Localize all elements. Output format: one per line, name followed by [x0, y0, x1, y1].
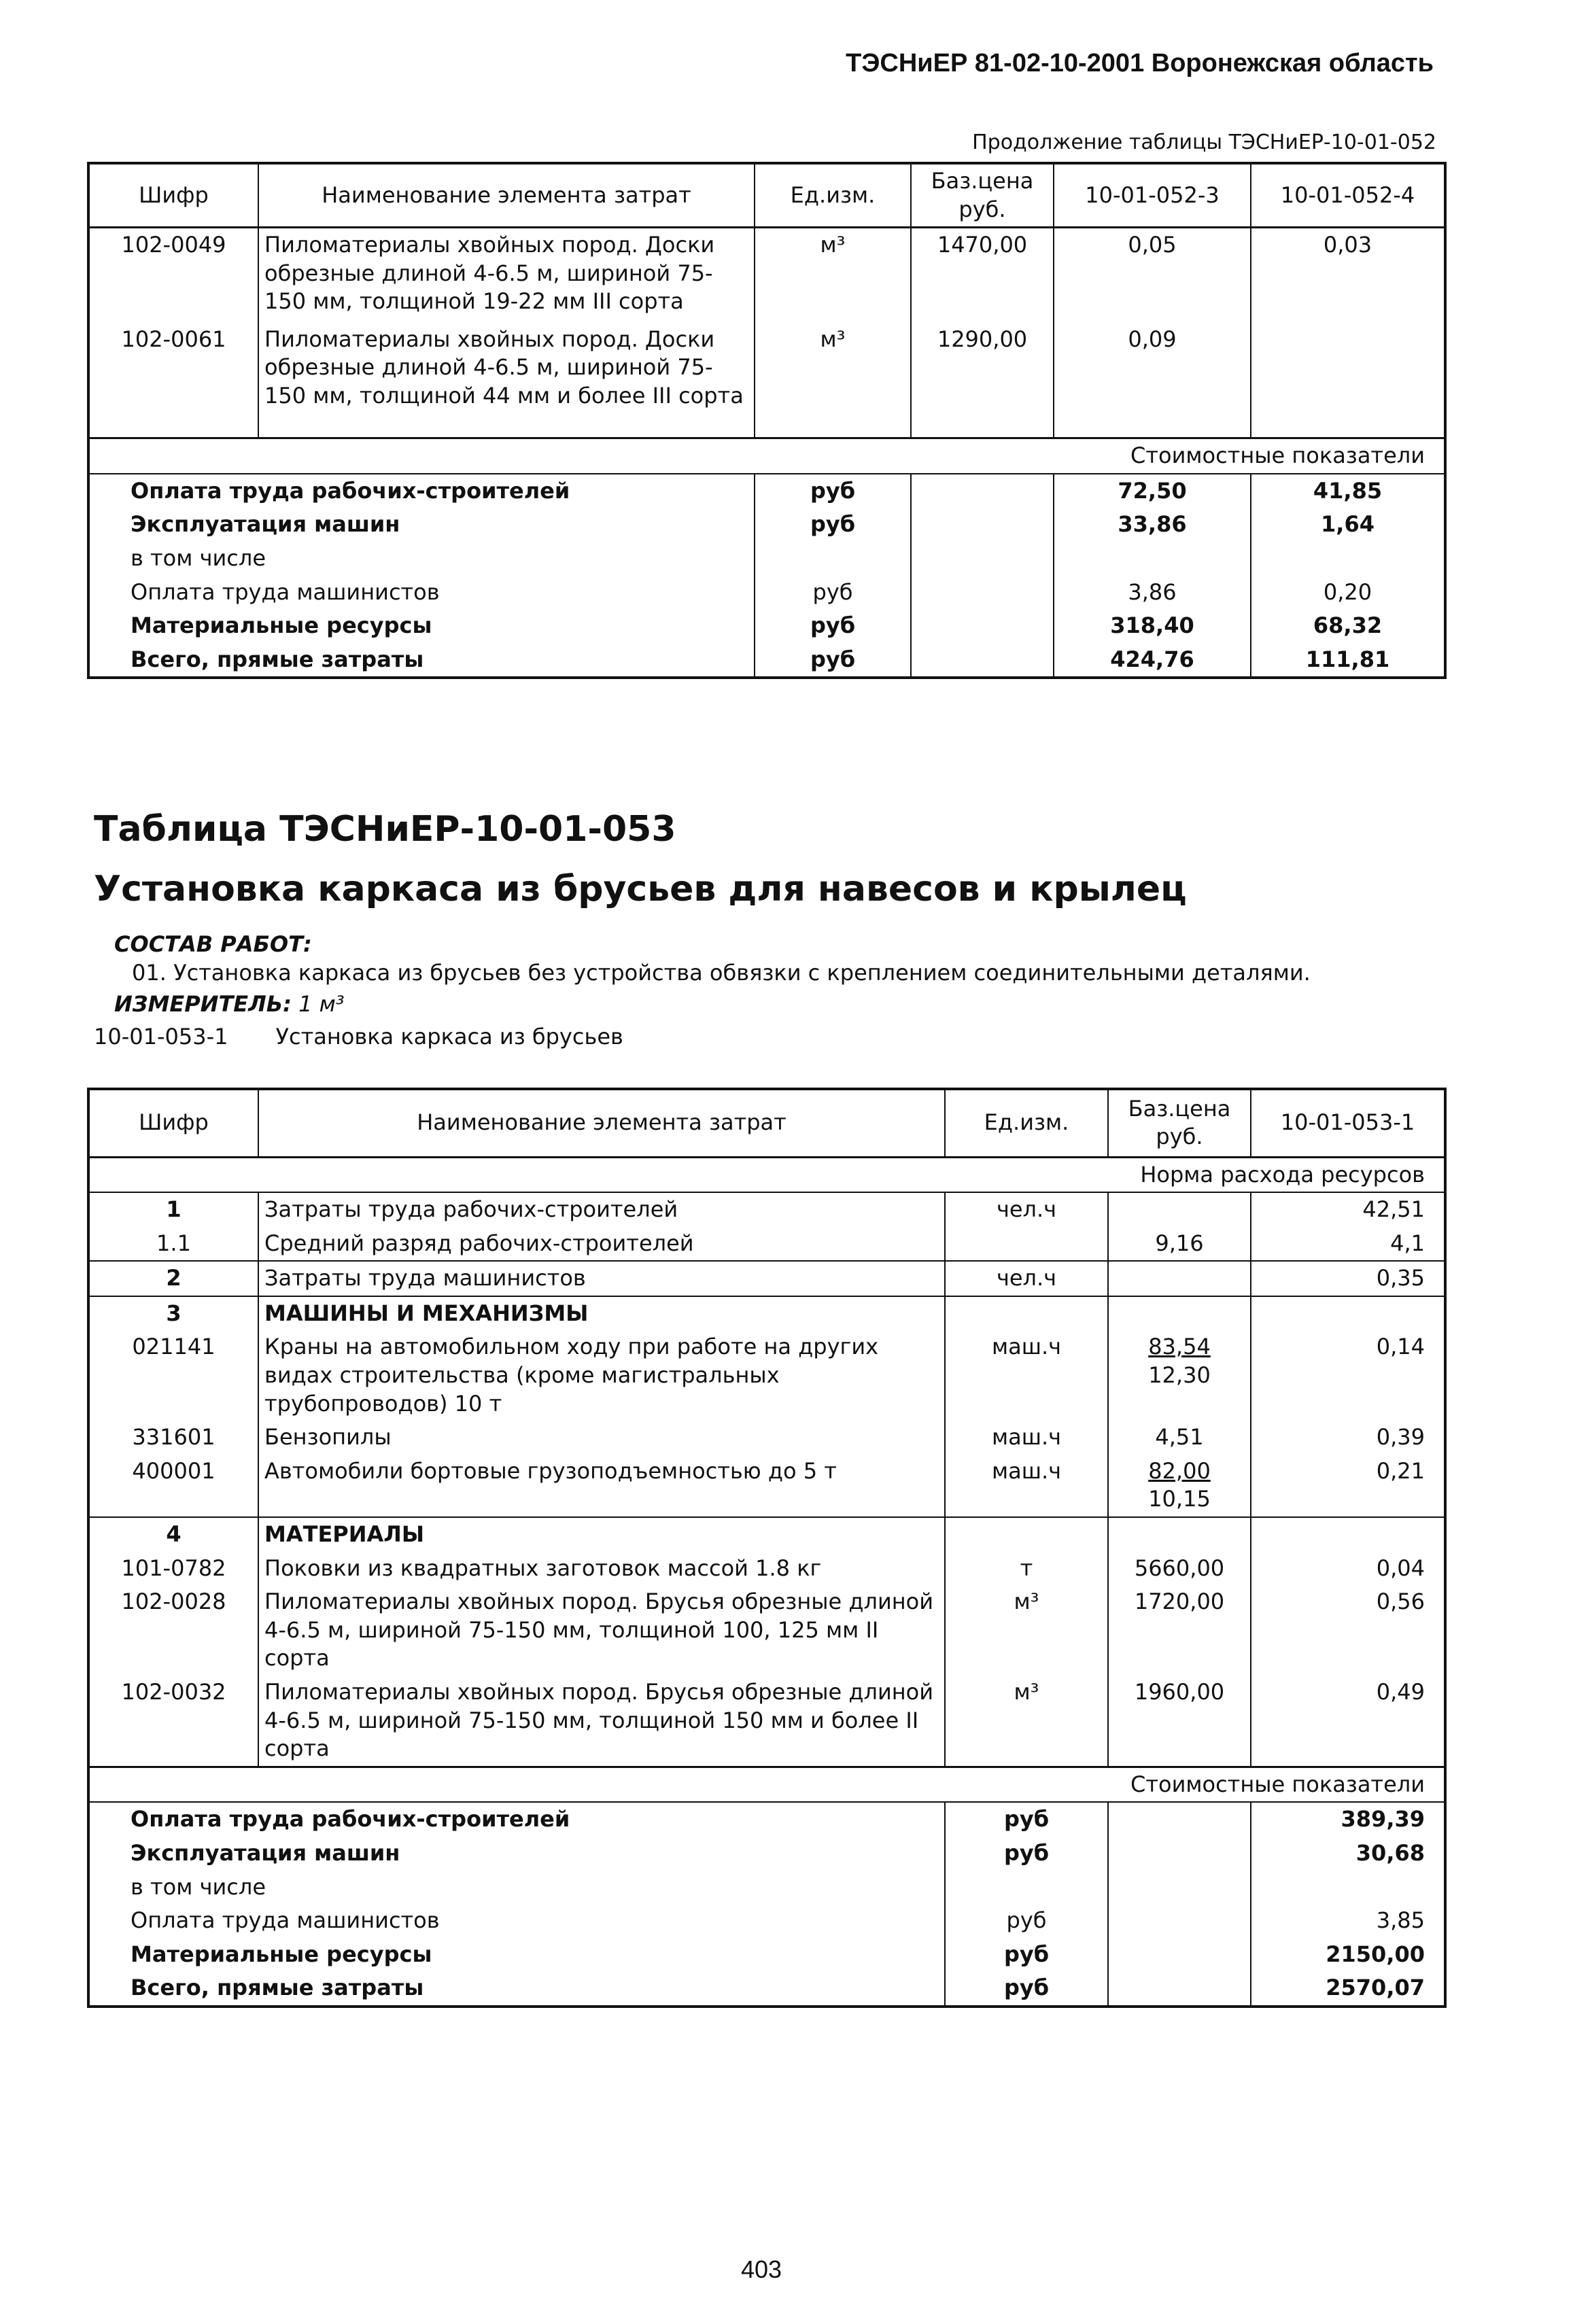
row-rate: 0,21	[1251, 1455, 1445, 1517]
row-rate: 0,49	[1251, 1676, 1445, 1767]
total-unit: руб	[945, 1837, 1108, 1871]
row-price	[1108, 1552, 1251, 1586]
total-label: Всего, прямые затраты	[131, 646, 424, 672]
row-rate: 42,51	[1251, 1192, 1445, 1227]
measure-label: ИЗМЕРИТЕЛЬ:	[114, 991, 292, 1017]
row-unit: маш.ч	[945, 1421, 1108, 1455]
row-unit: м³	[755, 323, 911, 438]
table-row	[88, 228, 1445, 323]
document-header: ТЭСНиЕР 81-02-10-2001 Воронежская область	[846, 49, 1434, 77]
row-code: 400001	[132, 1457, 215, 1484]
norm-code: 10-01-053-1	[94, 1024, 228, 1050]
total-rate-4: 0,20	[1251, 576, 1445, 610]
col-header-code: Шифр	[88, 1089, 258, 1157]
total-row	[88, 508, 1445, 542]
row-price-value: 1960,00	[1134, 1679, 1225, 1705]
cost-header-row	[88, 438, 1445, 474]
table-row	[88, 1552, 1445, 1586]
table-row	[88, 1676, 1445, 1767]
cost-indicators-label: Стоимостные показатели	[88, 438, 1445, 474]
measure-value: 1 м³	[298, 991, 345, 1017]
total-unit: руб	[945, 1904, 1108, 1938]
total-unit: руб	[755, 576, 911, 610]
row-unit: м³	[755, 228, 911, 323]
work-composition-label: СОСТАВ РАБОТ:	[114, 931, 312, 957]
total-row	[88, 1971, 1445, 2007]
row-unit	[945, 1227, 1108, 1262]
row-price	[1108, 1421, 1251, 1455]
total-label: Оплата труда рабочих-строителей	[88, 1802, 945, 1837]
work-description: 01. Установка каркаса из брусьев без устройства обвязки с креплением соединительными деталями.	[132, 960, 1311, 986]
table-row	[88, 1296, 1445, 1331]
row-code: 021141	[132, 1334, 215, 1360]
row-name: Автомобили бортовые грузоподъемностью до 5 т	[258, 1455, 945, 1517]
row-name: МАШИНЫ И МЕХАНИЗМЫ	[258, 1296, 945, 1331]
row-price	[1108, 1676, 1251, 1767]
col-header-rate-4: 10-01-052-4	[1251, 163, 1445, 228]
row-rate-3: 0,05	[1054, 228, 1251, 323]
row-rate-3: 0,09	[1054, 323, 1251, 438]
table-row	[88, 1421, 1445, 1455]
norm-code-description: Установка каркаса из брусьев	[275, 1024, 623, 1050]
total-rate	[1251, 1871, 1445, 1905]
norm-header-row	[88, 1157, 1445, 1192]
col-header-price: Баз.цена руб.	[1108, 1089, 1251, 1157]
total-price-empty	[911, 508, 1054, 542]
total-rate-4: 1,64	[1251, 508, 1445, 542]
total-rate-3: 33,86	[1054, 508, 1251, 542]
row-price	[1108, 1192, 1251, 1227]
row-code: 102-0061	[121, 326, 226, 352]
total-label: Всего, прямые затраты	[131, 1975, 424, 2001]
total-label: Оплата труда машинистов	[131, 1907, 440, 1934]
total-price-empty	[1108, 1837, 1251, 1871]
row-price-secondary: 12,30	[1148, 1362, 1211, 1389]
row-code: 101-0782	[121, 1555, 226, 1581]
row-rate: 0,04	[1251, 1552, 1445, 1586]
row-price-value: 4,51	[1155, 1424, 1204, 1451]
row-name: Средний разряд рабочих-строителей	[258, 1227, 945, 1262]
total-rate: 389,39	[1251, 1802, 1445, 1837]
table-row	[88, 1192, 1445, 1227]
row-name: Пиломатериалы хвойных пород. Доски обрезные длиной 4-6.5 м, шириной 75-150 мм, толщиной 44 мм и более III сорта	[258, 323, 755, 438]
row-rate: 0,56	[1251, 1585, 1445, 1676]
total-rate: 30,68	[1251, 1837, 1445, 1871]
total-row	[88, 1938, 1445, 1972]
row-code: 102-0032	[121, 1679, 226, 1705]
row-code: 1	[88, 1192, 258, 1227]
row-price	[1108, 1585, 1251, 1676]
total-unit: руб	[755, 609, 911, 643]
total-rate: 3,85	[1251, 1904, 1445, 1938]
row-rate-4: 0,03	[1251, 228, 1445, 323]
total-row	[88, 643, 1445, 678]
total-row	[88, 1802, 1445, 1837]
total-price-empty	[911, 542, 1054, 576]
resource-table-053	[87, 1088, 1447, 2008]
row-price	[1108, 1455, 1251, 1517]
row-price-value: 83,54	[1148, 1334, 1211, 1360]
col-header-unit: Ед.изм.	[755, 163, 911, 228]
total-unit	[755, 542, 911, 576]
row-price	[1108, 1261, 1251, 1296]
table-row	[88, 1330, 1445, 1421]
row-price	[1108, 1517, 1251, 1552]
total-label: в том числе	[131, 544, 266, 571]
total-rate-3: 72,50	[1054, 474, 1251, 508]
total-rate-4: 68,32	[1251, 609, 1445, 643]
row-code: 102-0049	[121, 232, 226, 258]
table-continuation-caption: Продолжение таблицы ТЭСНиЕР-10-01-052	[972, 131, 1436, 154]
total-row	[88, 1837, 1445, 1871]
total-label: Оплата труда рабочих-строителей	[88, 474, 755, 508]
row-rate: 0,35	[1251, 1261, 1445, 1296]
row-rate: 0,39	[1251, 1421, 1445, 1455]
total-row	[88, 474, 1445, 508]
total-unit: руб	[755, 508, 911, 542]
total-unit: руб	[945, 1938, 1108, 1972]
total-price-empty	[1108, 1802, 1251, 1837]
total-price-empty	[911, 576, 1054, 610]
total-price-empty	[1108, 1971, 1251, 2007]
row-price-value: 5660,00	[1134, 1555, 1225, 1581]
table-row	[88, 323, 1445, 438]
row-code: 102-0028	[121, 1589, 226, 1615]
row-name: Пиломатериалы хвойных пород. Доски обрезные длиной 4-6.5 м, шириной 75-150 мм, толщиной 19-22 мм III сорта	[258, 228, 755, 323]
total-price-empty	[1108, 1904, 1251, 1938]
col-header-rate-3: 10-01-052-3	[1054, 163, 1251, 228]
row-unit: чел.ч	[945, 1192, 1108, 1227]
table-title: Таблица ТЭСНиЕР-10-01-053	[94, 809, 676, 850]
total-price-empty	[1108, 1871, 1251, 1905]
row-name: Затраты труда рабочих-строителей	[258, 1192, 945, 1227]
row-unit: м³	[945, 1585, 1108, 1676]
row-unit: т	[945, 1552, 1108, 1586]
norm-label: Норма расхода ресурсов	[1140, 1161, 1425, 1187]
row-rate-4	[1251, 323, 1445, 438]
total-label: Материальные ресурсы	[131, 1941, 432, 1967]
total-unit	[945, 1871, 1108, 1905]
row-name: Пиломатериалы хвойных пород. Брусья обрезные длиной 4-6.5 м, шириной 75-150 мм, толщиной 150 мм и более II сорта	[258, 1676, 945, 1767]
col-header-name: Наименование элемента затрат	[258, 163, 755, 228]
table-subtitle: Установка каркаса из брусьев для навесов и крылец	[94, 869, 1187, 909]
total-unit: руб	[945, 1802, 1108, 1837]
row-rate: 4,1	[1251, 1227, 1445, 1262]
norm-code-line	[94, 1024, 623, 1050]
col-header-name: Наименование элемента затрат	[258, 1089, 945, 1157]
total-rate-4: 41,85	[1251, 474, 1445, 508]
row-name: Пиломатериалы хвойных пород. Брусья обрезные длиной 4-6.5 м, шириной 75-150 мм, толщиной 100, 125 мм II сорта	[258, 1585, 945, 1676]
row-name: Поковки из квадратных заготовок массой 1.8 кг	[258, 1552, 945, 1586]
table-row	[88, 1261, 1445, 1296]
col-header-price: Баз.цена руб.	[911, 163, 1054, 228]
row-price: 1470,00	[911, 228, 1054, 323]
cost-header-row	[88, 1767, 1445, 1802]
total-rate-3: 3,86	[1054, 576, 1251, 610]
total-row	[88, 576, 1445, 610]
row-price	[1108, 1227, 1251, 1262]
row-price	[1108, 1330, 1251, 1421]
row-name: Краны на автомобильном ходу при работе на других видах строительства (кроме магистральных трубопроводов) 10 т	[258, 1330, 945, 1421]
row-code: 4	[88, 1517, 258, 1552]
total-row	[88, 542, 1445, 576]
row-price-secondary: 10,15	[1148, 1486, 1211, 1512]
table-row	[88, 1585, 1445, 1676]
row-unit	[945, 1296, 1108, 1331]
table-row	[88, 1455, 1445, 1517]
measure-line	[114, 991, 345, 1017]
row-name: Бензопилы	[258, 1421, 945, 1455]
row-price-value: 1720,00	[1134, 1589, 1225, 1615]
total-row	[88, 1904, 1445, 1938]
row-unit: чел.ч	[945, 1261, 1108, 1296]
total-price-empty	[911, 609, 1054, 643]
total-price-empty	[1108, 1938, 1251, 1972]
row-unit: маш.ч	[945, 1455, 1108, 1517]
row-code: 3	[88, 1296, 258, 1331]
total-label: Эксплуатация машин	[131, 511, 400, 538]
row-name: Затраты труда машинистов	[258, 1261, 945, 1296]
cost-indicators-label: Стоимостные показатели	[88, 1767, 1445, 1802]
col-header-unit: Ед.изм.	[945, 1089, 1108, 1157]
table-row	[88, 1227, 1445, 1262]
row-rate	[1251, 1517, 1445, 1552]
page-number: 403	[741, 2255, 782, 2283]
table-row	[88, 1517, 1445, 1552]
row-price-value: 9,16	[1155, 1230, 1204, 1256]
row-price-value: 82,00	[1148, 1457, 1211, 1484]
total-rate-3: 424,76	[1054, 643, 1251, 678]
total-price-empty	[911, 474, 1054, 508]
row-rate	[1251, 1296, 1445, 1331]
row-unit	[945, 1517, 1108, 1552]
row-price	[1108, 1296, 1251, 1331]
total-row	[88, 1871, 1445, 1905]
total-unit: руб	[755, 643, 911, 678]
total-rate: 2150,00	[1251, 1938, 1445, 1972]
total-rate-3: 318,40	[1054, 609, 1251, 643]
col-header-rate: 10-01-053-1	[1251, 1089, 1445, 1157]
total-label: Эксплуатация машин	[131, 1839, 400, 1866]
col-header-code: Шифр	[88, 163, 258, 228]
row-code: 331601	[132, 1424, 215, 1451]
row-name: МАТЕРИАЛЫ	[258, 1517, 945, 1552]
total-rate-3	[1054, 542, 1251, 576]
total-unit: руб	[945, 1971, 1108, 2007]
row-price: 1290,00	[911, 323, 1054, 438]
resource-table-052	[87, 162, 1447, 679]
total-label: в том числе	[131, 1873, 266, 1900]
row-unit: м³	[945, 1676, 1108, 1767]
row-rate: 0,14	[1251, 1330, 1445, 1421]
row-unit: маш.ч	[945, 1330, 1108, 1421]
total-rate: 2570,07	[1251, 1971, 1445, 2007]
total-unit: руб	[755, 474, 911, 508]
row-code: 1.1	[156, 1230, 191, 1256]
total-label: Материальные ресурсы	[131, 612, 432, 639]
total-rate-4	[1251, 542, 1445, 576]
total-price-empty	[911, 643, 1054, 678]
total-rate-4: 111,81	[1251, 643, 1445, 678]
row-code: 2	[88, 1261, 258, 1296]
total-row	[88, 609, 1445, 643]
total-label: Оплата труда машинистов	[131, 578, 440, 605]
